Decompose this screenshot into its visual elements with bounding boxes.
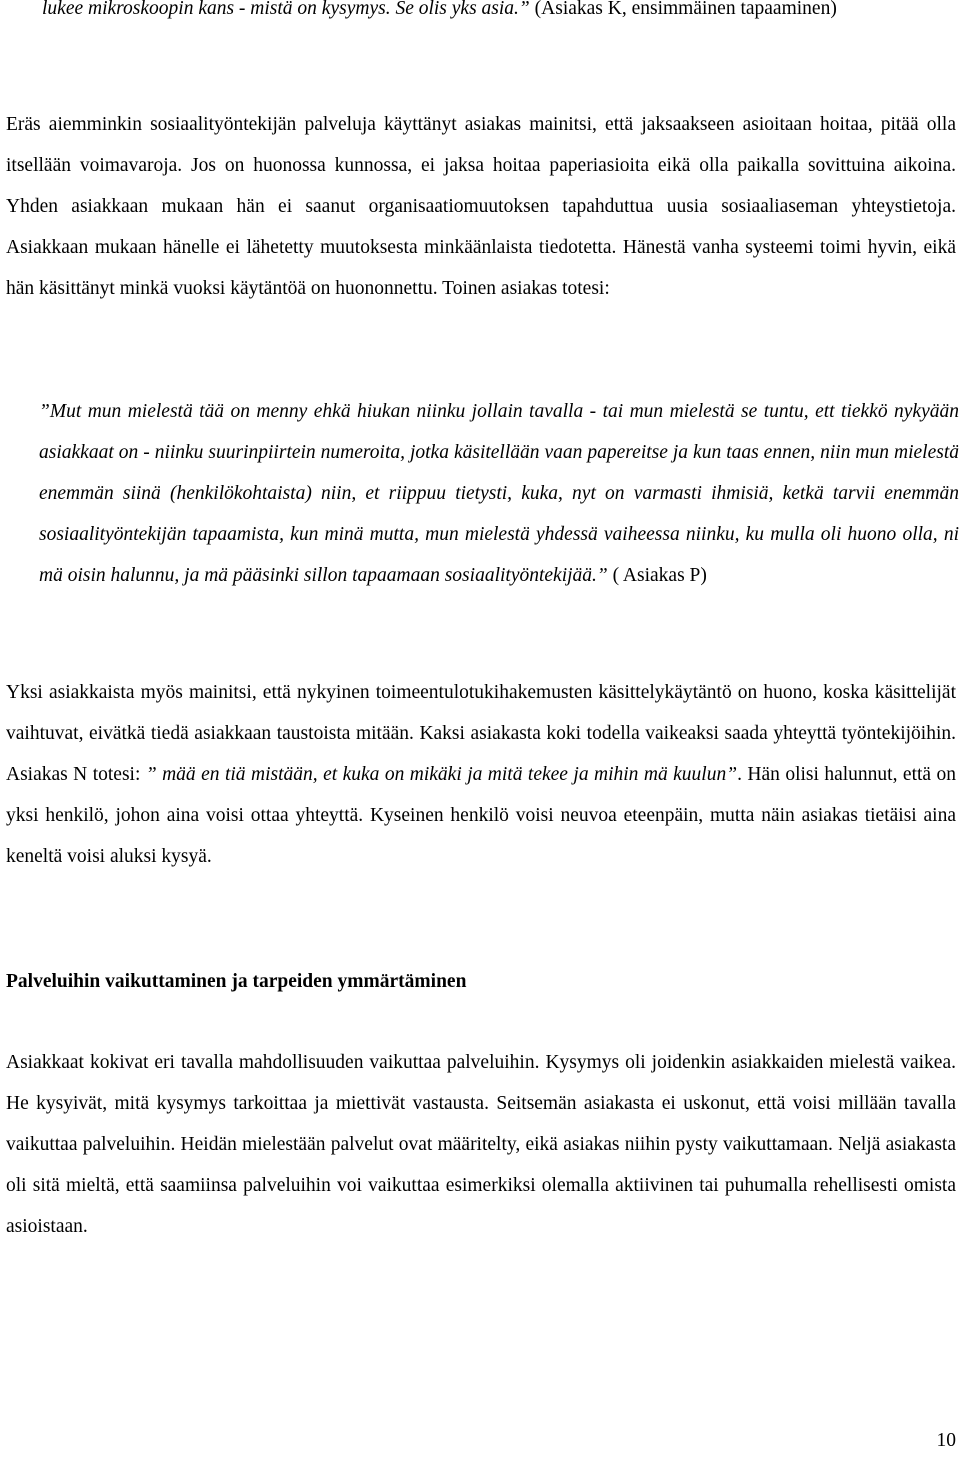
section-heading: Palveluihin vaikuttaminen ja tarpeiden ymmärtäminen — [6, 971, 467, 992]
inline-quote: ” mää en tiä mistään, et kuka on mikäki ja mitä tekee ja mihin mä kuulun” — [145, 764, 738, 785]
paragraph-resources: Eräs aiemminkin sosiaalityöntekijän palveluja käyttänyt asiakas mainitsi, että jaksaakseen asioitaan hoitaa, pitää olla itsellään voimavaroja. Jos on huonossa kunnossa, ei jaksa hoitaa paperiasioita eikä olla paikalla sovittuina aikoina. Yhden asiakkaan mukaan hän ei saanut organisaatiomuutoksen tapahduttua uusia sosiaaliaseman yhteystietoja. Asiakkaan mukaan hänelle ei lähetetty muutoksesta minkäänlaista tiedotetta. Hänestä vanha systeemi toimi hyvin, eikä hän käsittänyt minkä vuoksi käytäntöä on huononnettu. Toinen asiakas totesi: — [6, 114, 956, 299]
quote-attribution: (Asiakas K, ensimmäinen tapaaminen) — [529, 0, 837, 19]
paragraph-contact — [6, 672, 956, 877]
paragraph-influence: Asiakkaat kokivat eri tavalla mahdollisuuden vaikuttaa palveluihin. Kysymys oli joidenkin asiakkaiden mielestä vaikea. He kysyivät, mitä kysymys tarkoittaa ja miettivät vastausta. Seitsemän asiakasta ei uskonut, että voisi millään tavalla vaikuttaa palveluihin. Heidän mielestään palvelut ovat määritelty, eikä asiakas niihin pysty vaikuttamaan. Neljä asiakasta oli sitä mieltä, että saamiinsa palveluihin voi vaikuttaa esimerkiksi olemalla aktiivinen tai puhumalla rehellisesti omista asioistaan. — [6, 1052, 956, 1237]
page-number: 10 — [936, 1430, 956, 1451]
paragraph-text: Yksi asiakkaista myös mainitsi, että nykyinen toimeentulotukihakemusten käsittelykäytäntö on huono, koska käsittelijät vaihtuvat, eivätkä tiedä asiakkaan taustoista mitään. Kaksi asiakasta koki todella vaikeaksi saada yhteyttä työntekijöihin. Asiakas N totesi: — [6, 682, 956, 785]
quote-attribution: ( Asiakas P) — [607, 565, 707, 586]
paragraph-text-continued: . Hän olisi halunnut, että on yksi henkilö, johon aina voisi ottaa yhteyttä. Kyseinen henkilö voisi neuvoa eteenpäin, mutta näin asiakas tietäisi aina keneltä voisi aluksi kysyä. — [6, 764, 957, 867]
client-quote-p — [39, 391, 959, 596]
quote-ending: lukee mikroskoopin kans - mistä on kysymys. Se olis yks asia.” — [42, 0, 530, 19]
quote-text: ”Mut mun mielestä tää on menny ehkä hiukan niinku jollain tavalla - tai mun mielestä se tuntu, ett tiekkö nykyään asiakkaat on - niinku suurinpiirtein numeroita, jotka käsitellään vaan papereitse ja kun taas ennen, niin mun mielestä enemmän siinä (henkilökohtaista) niin, et riippuu tietysti, kuka, nyt on varmasti ihmisiä, ketkä tarvii enemmän sosiaalityöntekijän tapaamista, kun minä mutta, mun mielestä yhdessä vaiheessa niinku, ku mulla oli huono olla, ni mä oisin halunnu, ja mä pääsinki sillon tapaamaan sosiaalityöntekijää.” — [39, 401, 959, 586]
continued-quote — [42, 0, 960, 29]
